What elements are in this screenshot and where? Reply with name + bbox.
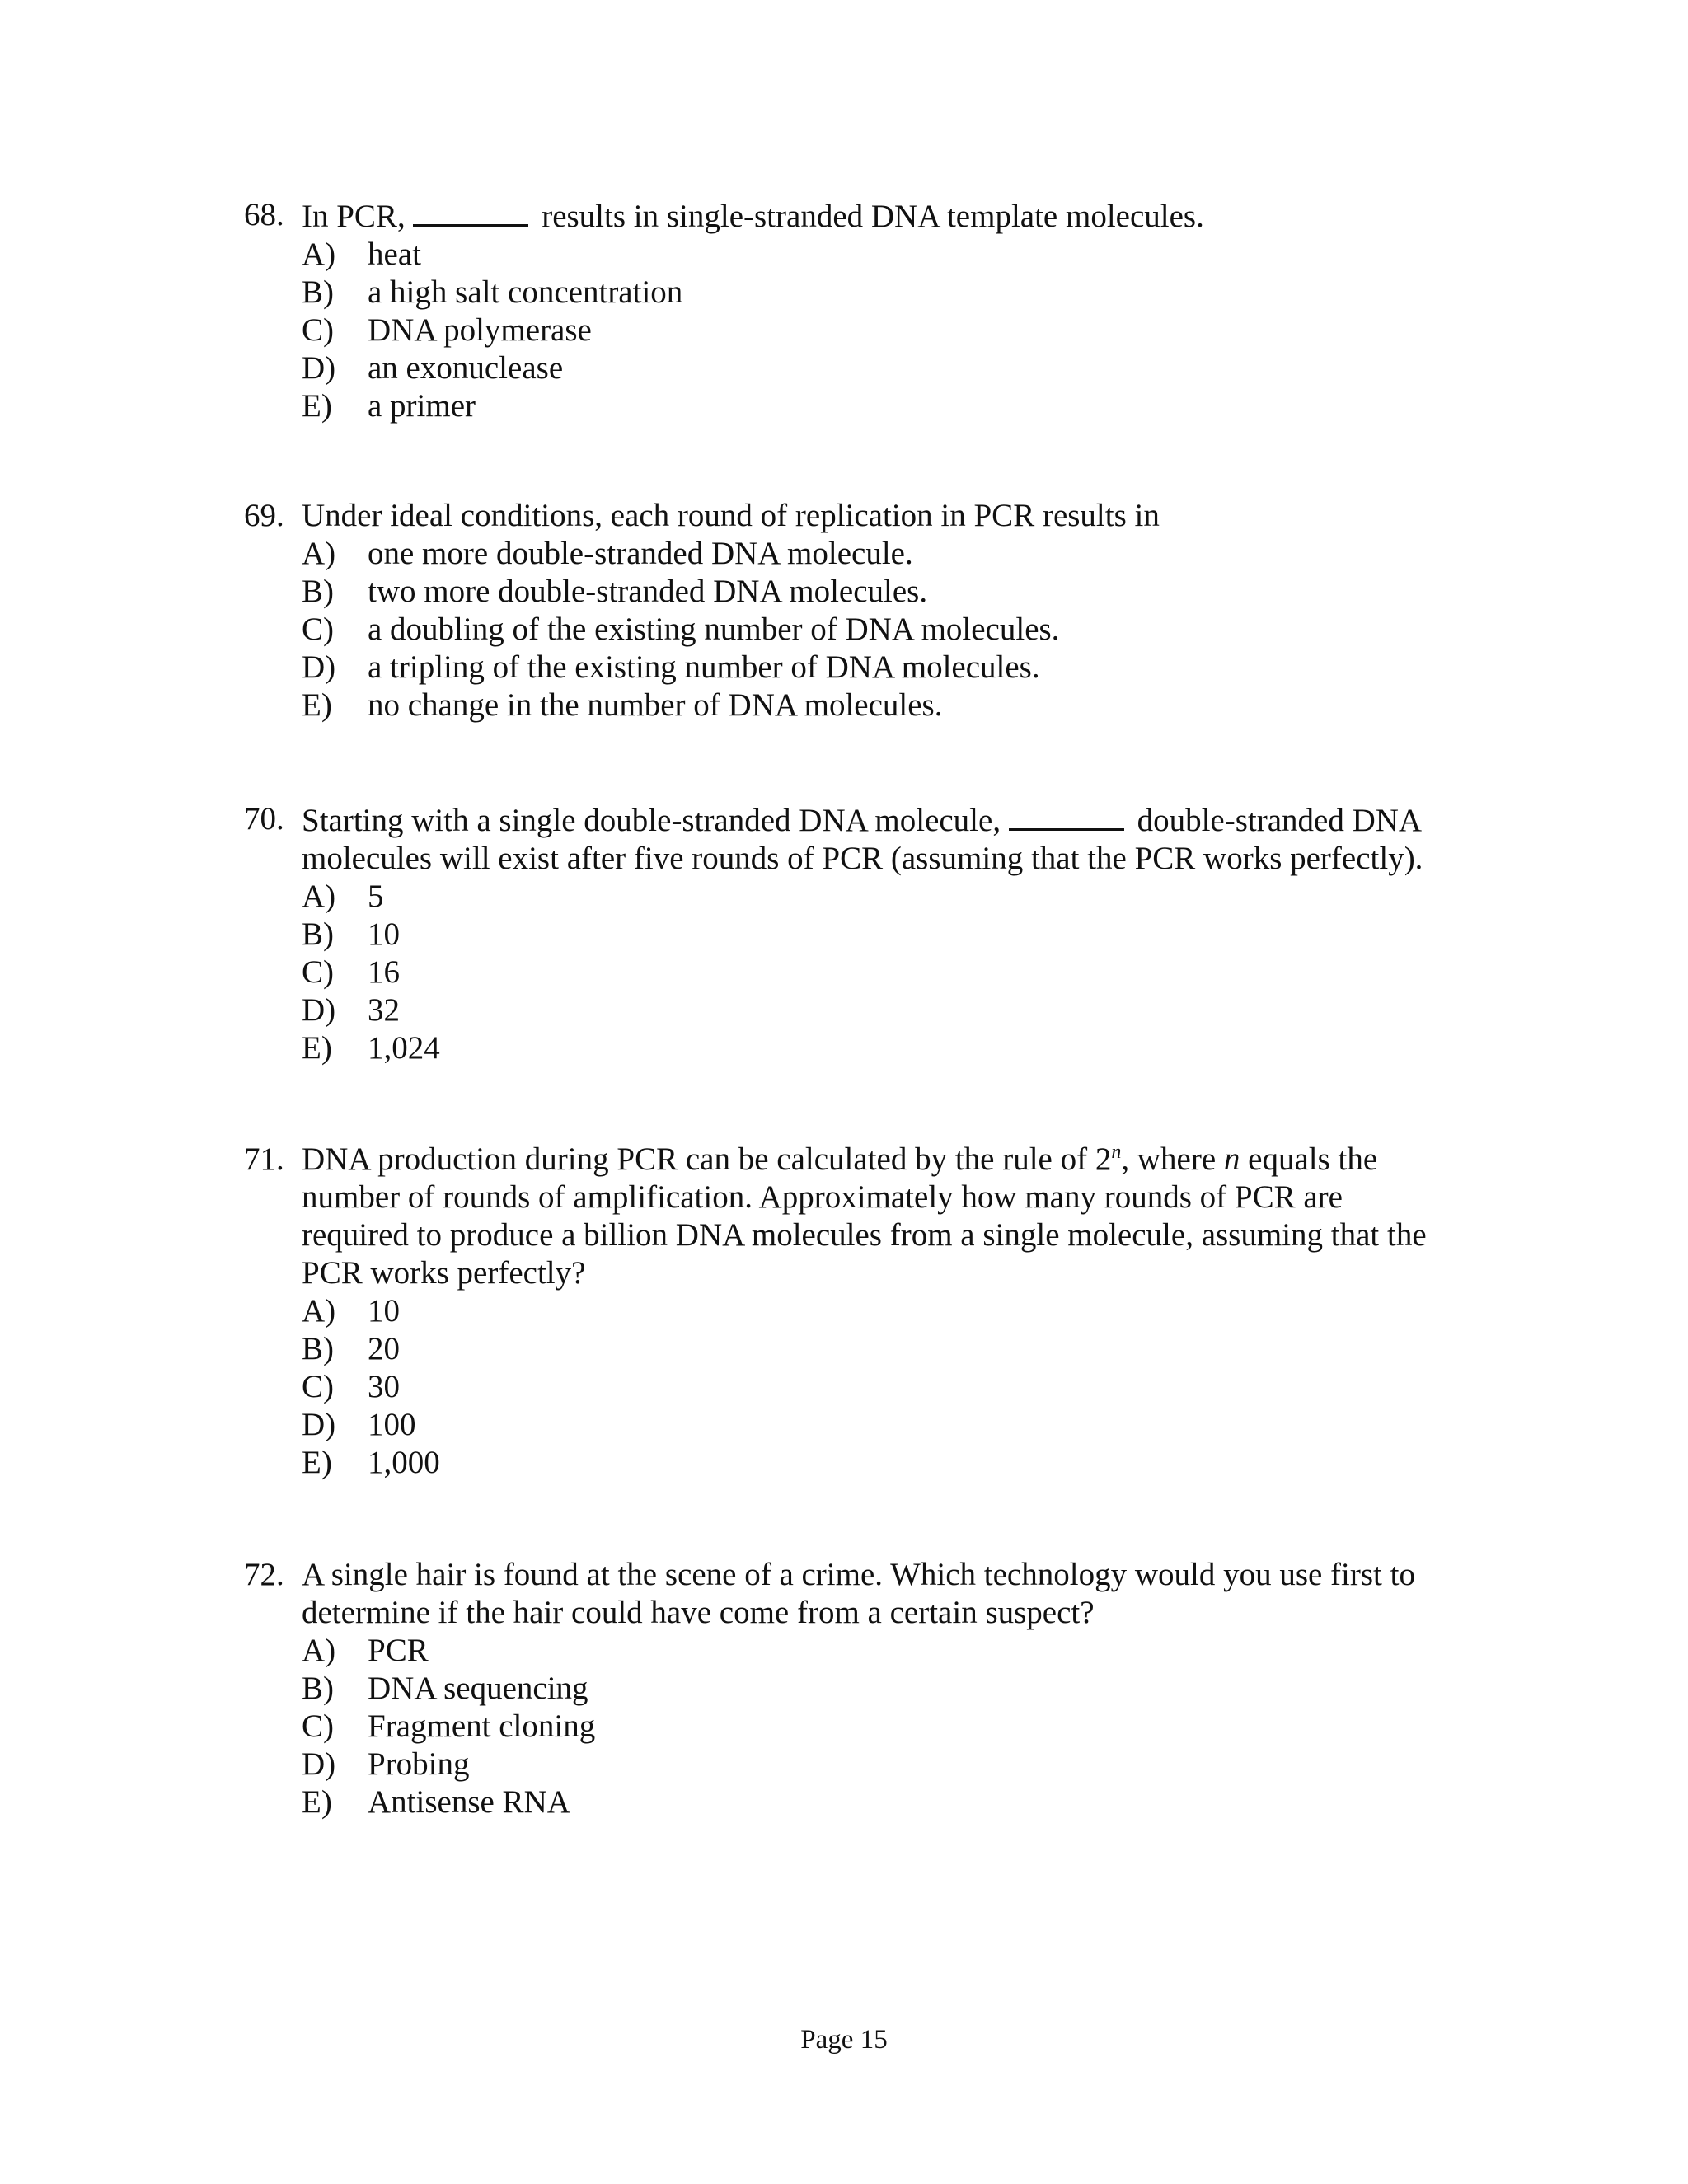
option-c xyxy=(302,1708,1480,1746)
option-text: 1,024 xyxy=(368,1030,440,1066)
stem-line: PCR works perfectly? xyxy=(302,1255,586,1291)
question-number: 72. xyxy=(244,1557,284,1592)
option-letter: A) xyxy=(302,1293,336,1329)
option-text: PCR xyxy=(368,1633,429,1668)
option-letter: C) xyxy=(302,612,334,647)
option-b xyxy=(302,916,1480,954)
page-number: Page 15 xyxy=(800,2025,888,2055)
options-list xyxy=(244,1632,1480,1821)
option-letter: B) xyxy=(302,1331,334,1366)
question-number: 70. xyxy=(244,801,284,837)
option-letter: E) xyxy=(302,1445,332,1480)
option-a xyxy=(302,878,1480,916)
option-text: a high salt concentration xyxy=(368,274,683,310)
stem-line: required to produce a billion DNA molecules from a single molecule, assuming that the xyxy=(302,1217,1427,1253)
option-b xyxy=(302,1330,1480,1368)
option-letter: A) xyxy=(302,536,336,571)
option-b xyxy=(302,1670,1480,1708)
option-text: 10 xyxy=(368,916,400,952)
option-c xyxy=(302,954,1480,991)
option-b xyxy=(302,573,1480,611)
question-number: 69. xyxy=(244,498,284,533)
stem-text: equals the xyxy=(1240,1141,1378,1177)
option-text: 20 xyxy=(368,1331,400,1366)
option-letter: D) xyxy=(302,992,336,1028)
option-d xyxy=(302,1406,1480,1444)
option-letter: C) xyxy=(302,1369,334,1404)
option-text: Probing xyxy=(368,1746,470,1782)
options-list xyxy=(244,236,1480,425)
option-letter: A) xyxy=(302,879,336,914)
option-text: a tripling of the existing number of DNA molecules. xyxy=(368,649,1040,685)
option-text: DNA sequencing xyxy=(368,1671,588,1706)
option-text: two more double-stranded DNA molecules. xyxy=(368,574,928,609)
option-e xyxy=(302,1783,1480,1821)
option-letter: A) xyxy=(302,237,336,272)
option-text: no change in the number of DNA molecules. xyxy=(368,687,943,723)
option-text: one more double-stranded DNA molecule. xyxy=(368,536,913,571)
question-68 xyxy=(244,196,1480,425)
option-text: 30 xyxy=(368,1369,400,1404)
option-c xyxy=(302,611,1480,649)
stem-text: results in single-stranded DNA template molecules. xyxy=(533,199,1204,234)
option-text: Fragment cloning xyxy=(368,1708,596,1744)
stem-line: A single hair is found at the scene of a crime. Which technology would you use first to xyxy=(302,1557,1415,1592)
option-letter: E) xyxy=(302,388,332,424)
stem-line: determine if the hair could have come from a certain suspect? xyxy=(302,1595,1095,1630)
stem-text: Starting with a single double-stranded DNA molecule, xyxy=(302,803,1009,838)
stem-line: number of rounds of amplification. Approximately how many rounds of PCR are xyxy=(302,1179,1343,1215)
option-a xyxy=(302,1292,1480,1330)
question-71 xyxy=(244,1141,1480,1482)
option-e xyxy=(302,1029,1480,1067)
option-text: Antisense RNA xyxy=(368,1784,570,1820)
question-number: 68. xyxy=(244,197,284,232)
question-69 xyxy=(244,497,1480,724)
question-stem xyxy=(244,196,1480,236)
stem-text: , where xyxy=(1121,1141,1224,1177)
stem-line xyxy=(302,1141,1480,1179)
option-d xyxy=(302,649,1480,687)
stem-text: double-stranded DNA xyxy=(1128,803,1423,838)
option-text: 10 xyxy=(368,1293,400,1329)
answer-blank xyxy=(413,196,528,227)
stem-line: Under ideal conditions, each round of replication in PCR results in xyxy=(302,498,1160,533)
option-a xyxy=(302,535,1480,573)
stem-line xyxy=(302,800,1480,840)
option-letter: D) xyxy=(302,350,336,386)
stem-line xyxy=(302,196,1480,236)
option-text: a primer xyxy=(368,388,476,424)
option-d xyxy=(302,1746,1480,1783)
options-list xyxy=(244,1292,1480,1482)
stem-text: In PCR, xyxy=(302,199,414,234)
option-text: 32 xyxy=(368,992,400,1028)
stem-line: molecules will exist after five rounds of PCR (assuming that the PCR works perfectly). xyxy=(302,841,1423,876)
option-c xyxy=(302,312,1480,349)
option-text: 1,000 xyxy=(368,1445,440,1480)
option-d xyxy=(302,349,1480,387)
option-letter: B) xyxy=(302,274,334,310)
option-letter: E) xyxy=(302,1030,332,1066)
option-letter: E) xyxy=(302,1784,332,1820)
option-text: 100 xyxy=(368,1407,416,1442)
option-d xyxy=(302,991,1480,1029)
option-letter: C) xyxy=(302,312,334,348)
option-letter: B) xyxy=(302,574,334,609)
option-b xyxy=(302,274,1480,312)
variable-n: n xyxy=(1223,1141,1240,1177)
option-letter: A) xyxy=(302,1633,336,1668)
question-stem xyxy=(244,1141,1480,1292)
question-stem xyxy=(244,497,1480,535)
option-letter: D) xyxy=(302,649,336,685)
option-letter: E) xyxy=(302,687,332,723)
option-e xyxy=(302,687,1480,724)
option-text: a doubling of the existing number of DNA molecules. xyxy=(368,612,1060,647)
stem-text: DNA production during PCR can be calculated by the rule of 2 xyxy=(302,1141,1112,1177)
option-letter: D) xyxy=(302,1407,336,1442)
option-c xyxy=(302,1368,1480,1406)
option-text: heat xyxy=(368,237,421,272)
option-e xyxy=(302,1444,1480,1482)
option-text: 16 xyxy=(368,954,400,990)
options-list xyxy=(244,535,1480,724)
option-text: 5 xyxy=(368,879,384,914)
question-stem xyxy=(244,1556,1480,1632)
option-text: an exonuclease xyxy=(368,350,564,386)
option-letter: B) xyxy=(302,1671,334,1706)
option-letter: C) xyxy=(302,1708,334,1744)
exponent: n xyxy=(1111,1141,1122,1163)
options-list xyxy=(244,878,1480,1067)
option-letter: C) xyxy=(302,954,334,990)
question-72 xyxy=(244,1556,1480,1821)
answer-blank xyxy=(1009,800,1124,831)
question-stem xyxy=(244,800,1480,878)
question-number: 71. xyxy=(244,1141,284,1177)
option-a xyxy=(302,1632,1480,1670)
option-letter: D) xyxy=(302,1746,336,1782)
option-a xyxy=(302,236,1480,274)
option-text: DNA polymerase xyxy=(368,312,592,348)
option-e xyxy=(302,387,1480,425)
option-letter: B) xyxy=(302,916,334,952)
question-70 xyxy=(244,800,1480,1067)
